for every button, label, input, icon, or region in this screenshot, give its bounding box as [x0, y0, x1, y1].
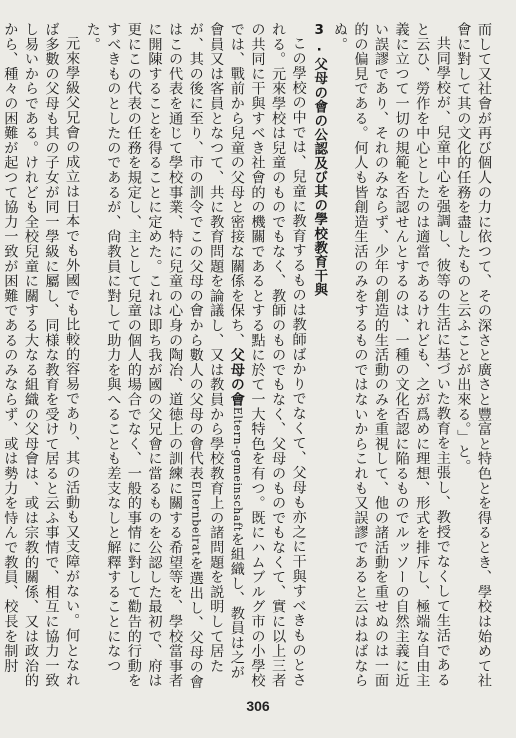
page-number: 306	[246, 698, 270, 714]
paragraph: 元來學級父兄會の成立は日本でも外國でも比較的容易であり、其の活動も又支障がない。何となれば多數の父母も其の子女が同一學級に屬し、同様な教育を受けて居ると云ふ事情で、相互に協力一致し易いからである。けれども全校兒童に關する大なる組織の父母會は、或は宗教的關係、又は政治的から、種々の困難が起つて協力一致が困難であるのみならず、或は勢力を恃んで教員、校長を制肘	[2, 22, 81, 688]
text-run: を選出し、父母の會はこの代表を通じて學校事業、特に兒童の心身の陶冶、道徳上の訓練に關する希望等を、學校當事者に開陳することを得ることに定めた。これは即ち我が國の父兄會に當るものを公認した最初で、府は更にこの代表の任務を規定し、主として兒童の個人的場合でなく、一般的事情に對して勸告的行動をすべきものとしたのであるが、尙教員に對して助力を與へることも差支なしと解釋することになつた。	[84, 22, 204, 690]
paragraph: 共同學校が、兒童中心を强調し、彼等の生活に基づいた教育を主張し、教授でなくして生活であると云ひ、勞作を中心としたのは適當であるけれども、之が爲めに理想、形式を排斥し、極端な自由主義に立つて一切の規範を否認せんとするのは、一種の文化否認に陥るものでルッソーの自然主義に近い誤謬であり、それのみならず、少年の創造的生活動のみを重視して、他の諸活動を重せぬのは一面的の偏見である。何人も皆創造生活のみをするものではないからこれも又誤謬であると云はねばならぬ。	[331, 22, 451, 688]
text-run: この學校の中では、兒童に教育するものは教師ばかりでなくて、父母も亦之に干與すべきものとされる。元來學校は兒童のものでもなく、教師のものでもなく、父母のものでもなくて、實に以上三者の共同に干與すべき社會的の機關であるとする點に於て一大特色を有つ。既にハムブルグ市の小學校では、戰前から兒童の父母と密接な關係を保ち、	[228, 22, 307, 688]
paragraph	[82, 22, 309, 694]
emphasized-term: 父母の會	[228, 347, 245, 407]
section-heading	[309, 22, 330, 694]
paragraph: 而して又社會が再び個人の力に依つて、その深さと廣さと豐富と特色とを得るとき、學校は始めて社會に對して其の文化的任務を盡したものと云ふことが出來る。」と。	[455, 22, 492, 688]
body-text	[2, 22, 494, 694]
foreign-term: Eltern-gemeinschaft	[230, 406, 244, 532]
section-title: 父母の會の公認及び其の學校教育干與	[311, 57, 328, 297]
section-number: 3.	[311, 22, 328, 56]
text-run: を組織し、教員は之が會員又は客員となつて、共に教育問題を論議し、又は教員から學校教育上の諸問題を説明して居たが、其の後に至り、市の訓令でこの父母の會から數人の父母の會代表	[187, 22, 245, 680]
foreign-term: Elternbeirat	[189, 480, 203, 557]
